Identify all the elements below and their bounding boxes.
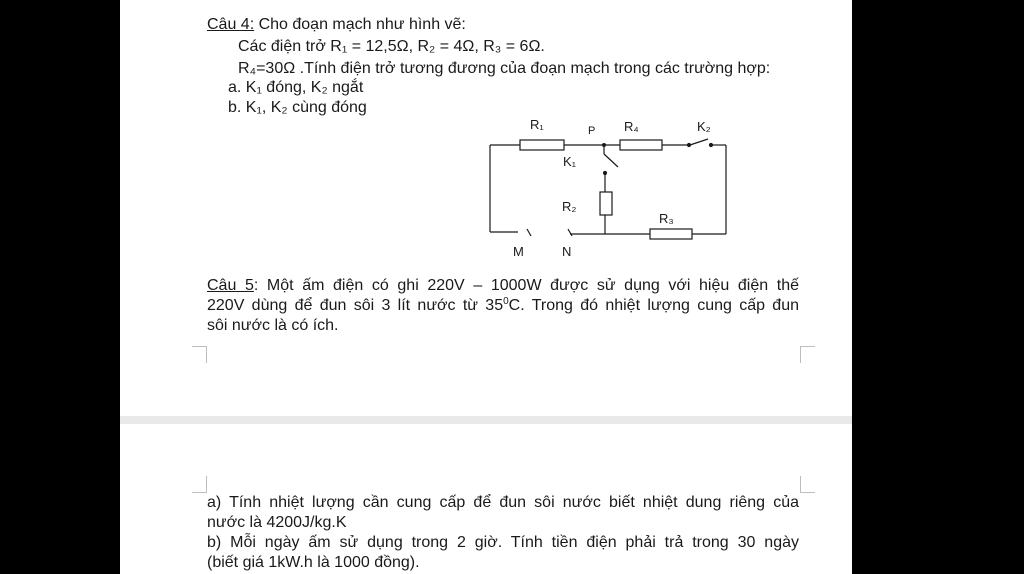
q5-part-b-line-1: b) Mỗi ngày ấm sử dụng trong 2 giờ. Tính tiền điện phải trả trong 30 ngày — [207, 534, 799, 551]
r1-resistor — [520, 140, 564, 150]
q5-line-1 — [207, 276, 799, 296]
label-p: P — [588, 125, 596, 137]
label-r1: R₁ — [530, 117, 544, 132]
q4-label: Câu 4: — [207, 16, 255, 33]
label-m: M — [513, 244, 524, 259]
page-corner-mark — [192, 476, 207, 493]
label-r4: R₄ — [624, 119, 639, 134]
q4-case-a: a. K₁ đóng, K₂ ngắt — [228, 79, 364, 96]
q4-title: Cho đoạn mạch như hình vẽ: — [254, 16, 466, 33]
q5-text-1: Một ấm điện có ghi 220V – 1000W được sử dụng với hiệu điện thế — [258, 277, 799, 294]
q5-text-2a: 220V dùng để đun sôi 3 lít nước từ 35 — [207, 297, 504, 314]
q4-resistors: Các điện trở R₁ = 12,5Ω, R₂ = 4Ω, R₃ = 6Ω. — [238, 38, 545, 55]
label-r3: R₃ — [659, 211, 674, 226]
node-p — [602, 143, 606, 147]
q5-part-a-line-2: nước là 4200J/kg.K — [207, 514, 347, 531]
q5-line-2 — [207, 296, 799, 316]
page-corner-mark — [800, 346, 815, 363]
q5-part-a-line-1: a) Tính nhiệt lượng cần cung cấp để đun sôi nước biết nhiệt dung riêng của — [207, 494, 799, 511]
q5-text-2b: C. Trong đó nhiệt lượng cung cấp đun — [508, 297, 800, 314]
r2-resistor — [600, 192, 612, 215]
r4-resistor — [620, 140, 662, 150]
q5-line-3: sôi nước là có ích. — [207, 317, 339, 334]
r3-resistor — [650, 229, 692, 239]
label-k1: K₁ — [563, 154, 577, 169]
q4-case-b: b. K₁, K₂ cùng đóng — [228, 99, 367, 116]
q4-question: R₄=30Ω .Tính điện trở tương đương của đoạn mạch trong các trường hợp: — [238, 60, 771, 77]
page-corner-mark — [800, 476, 815, 493]
label-n: N — [562, 244, 572, 259]
q5-label: Câu 5 — [207, 277, 254, 294]
q5-degree: 0 — [503, 296, 509, 307]
q5-colon: : — [253, 277, 259, 294]
label-r2: R₂ — [562, 199, 577, 214]
q5-part-b-line-2: (biết giá 1kW.h là 1000 đồng). — [207, 554, 420, 571]
label-k2: K₂ — [697, 119, 711, 134]
page-corner-mark — [192, 346, 207, 363]
